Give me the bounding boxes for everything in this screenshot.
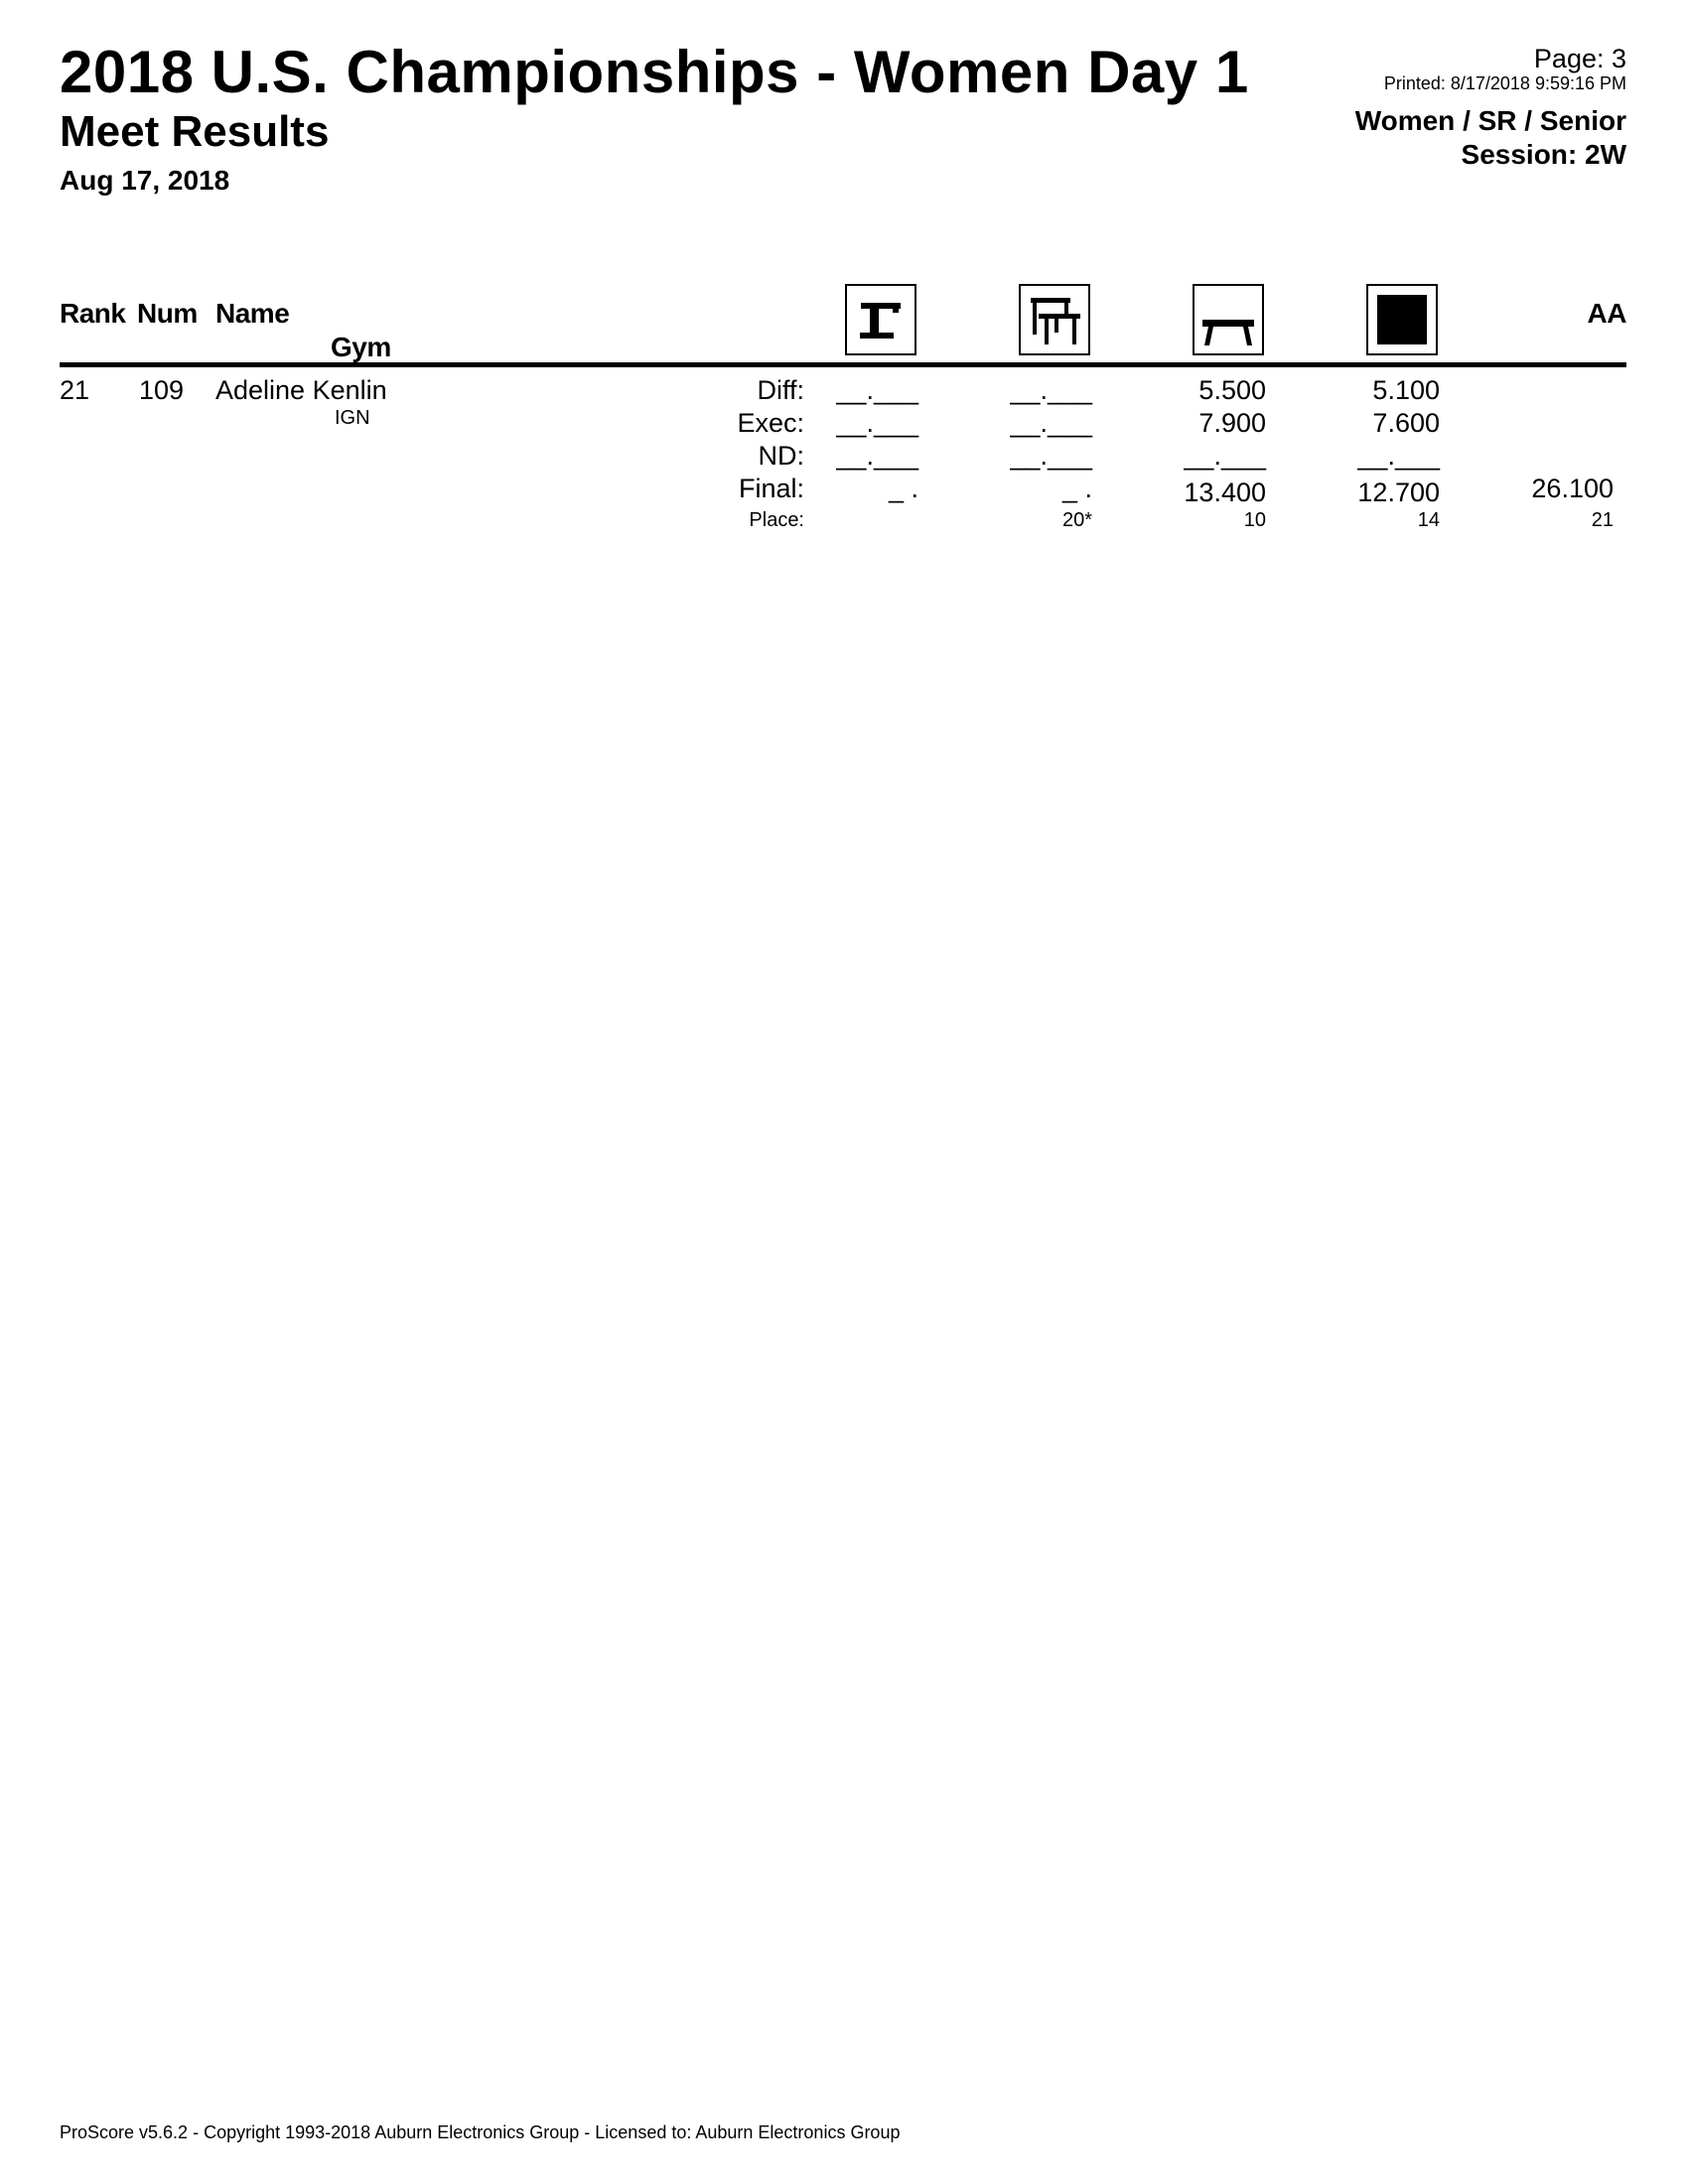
final-label: Final: (738, 474, 804, 503)
place-label: Place: (749, 509, 804, 531)
rank-header: Rank (60, 298, 126, 329)
vault-nd: __.___ (836, 441, 918, 471)
vault-final: _ . (888, 474, 918, 503)
beam-place: 10 (1243, 509, 1266, 531)
athlete-rank: 21 (60, 375, 90, 405)
athlete-gym: IGN (335, 407, 370, 429)
meet-title: 2018 U.S. Championships - Women Day 1 (60, 39, 1249, 105)
floor-exec: 7.600 (1372, 408, 1440, 438)
header-divider (60, 362, 1626, 367)
vault-exec: __.___ (836, 408, 918, 438)
bars-final: _ . (1061, 474, 1092, 503)
beam-exec: 7.900 (1198, 408, 1266, 438)
printed-timestamp: Printed: 8/17/2018 9:59:16 PM (1383, 73, 1626, 93)
division-label: Women / SR / Senior (1354, 105, 1626, 136)
exec-label: Exec: (737, 408, 804, 438)
aa-final: 26.100 (1531, 474, 1614, 503)
bars-exec: __.___ (1010, 408, 1092, 438)
aa-place: 21 (1591, 509, 1614, 531)
floor-exercise-icon (1366, 284, 1438, 355)
floor-nd: __.___ (1357, 441, 1440, 471)
session-label: Session: 2W (1461, 139, 1626, 170)
vault-diff: __.___ (836, 375, 918, 405)
vault-icon (845, 284, 916, 355)
beam-nd: __.___ (1184, 441, 1266, 471)
floor-final: 12.700 (1357, 478, 1440, 507)
balance-beam-icon (1193, 284, 1264, 355)
diff-label: Diff: (757, 375, 804, 405)
num-header: Num (137, 298, 198, 329)
bars-diff: __.___ (1010, 375, 1092, 405)
nd-label: ND: (758, 441, 804, 471)
beam-diff: 5.500 (1198, 375, 1266, 405)
athlete-num: 109 (139, 375, 185, 405)
report-subtitle: Meet Results (60, 107, 330, 156)
beam-final: 13.400 (1184, 478, 1266, 507)
floor-diff: 5.100 (1372, 375, 1440, 405)
athlete-name: Adeline Kenlin (215, 375, 387, 405)
gym-header: Gym (331, 332, 391, 362)
bars-nd: __.___ (1010, 441, 1092, 471)
name-header: Name (215, 298, 290, 329)
page-number: Page: 3 (1533, 44, 1626, 73)
meet-date: Aug 17, 2018 (60, 165, 230, 196)
uneven-bars-icon (1019, 284, 1090, 355)
aa-header: AA (1587, 298, 1626, 329)
bars-place: 20* (1061, 509, 1092, 531)
footer-copyright: ProScore v5.6.2 - Copyright 1993-2018 Auburn Electronics Group - Licensed to: Auburn Electronics Group (60, 2122, 901, 2142)
floor-place: 14 (1417, 509, 1440, 531)
